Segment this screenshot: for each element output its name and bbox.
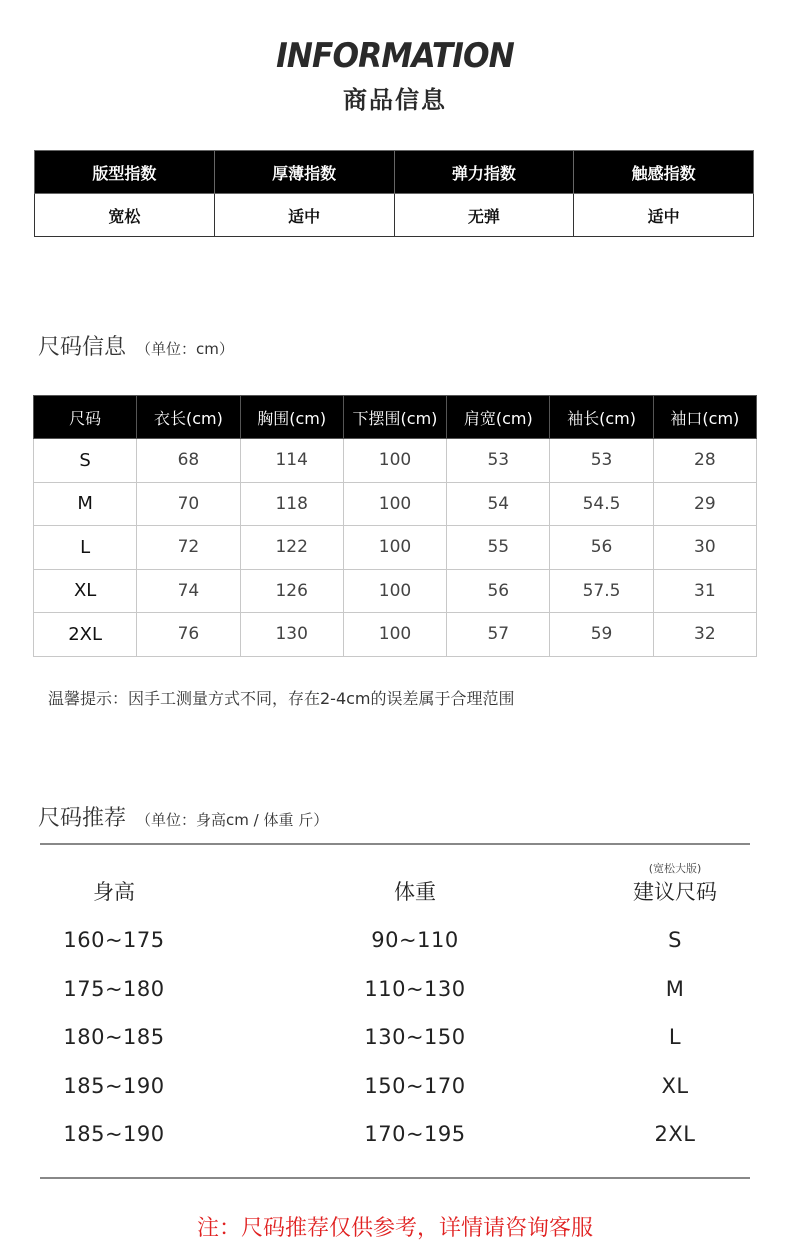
size-table-cell: 53 [550,439,653,483]
recommend-height-cell: 180~185 [63,1025,165,1049]
index-header-touch: 触感指数 [574,151,754,194]
recommend-size-cell: XL [661,1073,689,1098]
index-header-elasticity: 弹力指数 [394,151,574,194]
size-table-cell: 100 [343,613,446,657]
size-table-header-row [34,396,757,439]
size-table [33,395,757,657]
recommend-height-cell: 185~190 [63,1073,165,1098]
index-value-elasticity: 无弹 [394,194,574,237]
size-table-cell: 118 [240,482,343,526]
recommend-height-cell: 160~175 [63,928,165,952]
recommend-weight-cell: 150~170 [364,1073,466,1098]
size-table-cell: 68 [137,439,240,483]
size-table-cell: 54.5 [550,482,653,526]
size-table-cell: 29 [653,482,756,526]
fabric-index-table [34,150,754,237]
footer-note: 注：尺码推荐仅供参考，详情请咨询客服 [196,1216,593,1241]
size-table-header-cell: 肩宽(cm) [447,396,550,439]
size-table-row [34,569,757,613]
size-table-cell: 122 [240,526,343,570]
recommend-weight-cell: 110~130 [364,976,466,1001]
size-table-cell: 130 [240,613,343,657]
size-table-header-cell: 胸围(cm) [240,396,343,439]
size-info-unit: （单位：cm） [136,340,234,358]
recommend-weight-cell: 170~195 [364,1122,466,1146]
size-table-cell: S [34,439,137,483]
size-table-cell: 56 [447,569,550,613]
recommend-header-height: 身高 [93,880,135,904]
size-table-cell: 55 [447,526,550,570]
size-table-cell: L [34,526,137,570]
recommend-weight-cell: 90~110 [371,928,459,952]
recommend-size-cell: S [668,928,682,952]
size-table-cell: 30 [653,526,756,570]
size-table-cell: XL [34,569,137,613]
recommend-size-cell: 2XL [654,1122,696,1146]
size-table-cell: 56 [550,526,653,570]
index-value-fit: 宽松 [35,194,215,237]
title-cn: 商品信息 [343,86,447,114]
index-header-thickness: 厚薄指数 [214,151,394,194]
size-table-cell: 54 [447,482,550,526]
size-table-header-cell: 下摆围(cm) [343,396,446,439]
size-table-cell: 114 [240,439,343,483]
size-table-header-cell: 衣长(cm) [137,396,240,439]
size-table-cell: 76 [137,613,240,657]
size-info-title-text: 尺码信息 [38,335,127,360]
size-table-cell: 100 [343,482,446,526]
title-en: INFORMATION [276,36,514,76]
recommend-title [38,801,328,832]
size-table-cell: 100 [343,526,446,570]
size-table-cell: 59 [550,613,653,657]
recommend-header-size: 建议尺码 [633,880,717,904]
size-table-cell: 74 [137,569,240,613]
size-table-cell: 57 [447,613,550,657]
measurement-note: 温馨提示：因手工测量方式不同，存在2-4cm的误差属于合理范围 [48,689,515,708]
size-table-cell: 2XL [34,613,137,657]
recommend-size-cell: M [665,976,685,1001]
size-table-cell: 53 [447,439,550,483]
size-info-title [38,330,234,361]
size-table-row [34,482,757,526]
recommend-height-cell: 175~180 [63,976,165,1001]
size-table-row [34,526,757,570]
recommend-header-weight: 体重 [394,880,436,904]
size-table-cell: 31 [653,569,756,613]
size-table-cell: 100 [343,439,446,483]
size-table-cell: 57.5 [550,569,653,613]
size-table-cell: 32 [653,613,756,657]
recommend-header-size-sub: (宽松大版) [648,862,702,875]
size-table-cell: 28 [653,439,756,483]
size-table-header-cell: 袖口(cm) [653,396,756,439]
size-table-cell: 100 [343,569,446,613]
index-header-fit: 版型指数 [35,151,215,194]
size-table-cell: 72 [137,526,240,570]
size-table-cell: M [34,482,137,526]
size-table-header-cell: 袖长(cm) [550,396,653,439]
recommend-size-cell: L [668,1025,682,1049]
size-table-row [34,439,757,483]
index-value-thickness: 适中 [214,194,394,237]
size-table-header-cell: 尺码 [34,396,137,439]
size-table-cell: 126 [240,569,343,613]
recommend-unit: （单位：身高cm / 体重 斤） [136,811,329,829]
index-value-touch: 适中 [574,194,754,237]
recommend-weight-cell: 130~150 [364,1025,466,1049]
divider-top [40,843,750,845]
size-table-row [34,613,757,657]
recommend-height-cell: 185~190 [63,1122,165,1146]
size-table-cell: 70 [137,482,240,526]
divider-bottom [40,1177,750,1179]
recommend-title-text: 尺码推荐 [38,806,127,831]
